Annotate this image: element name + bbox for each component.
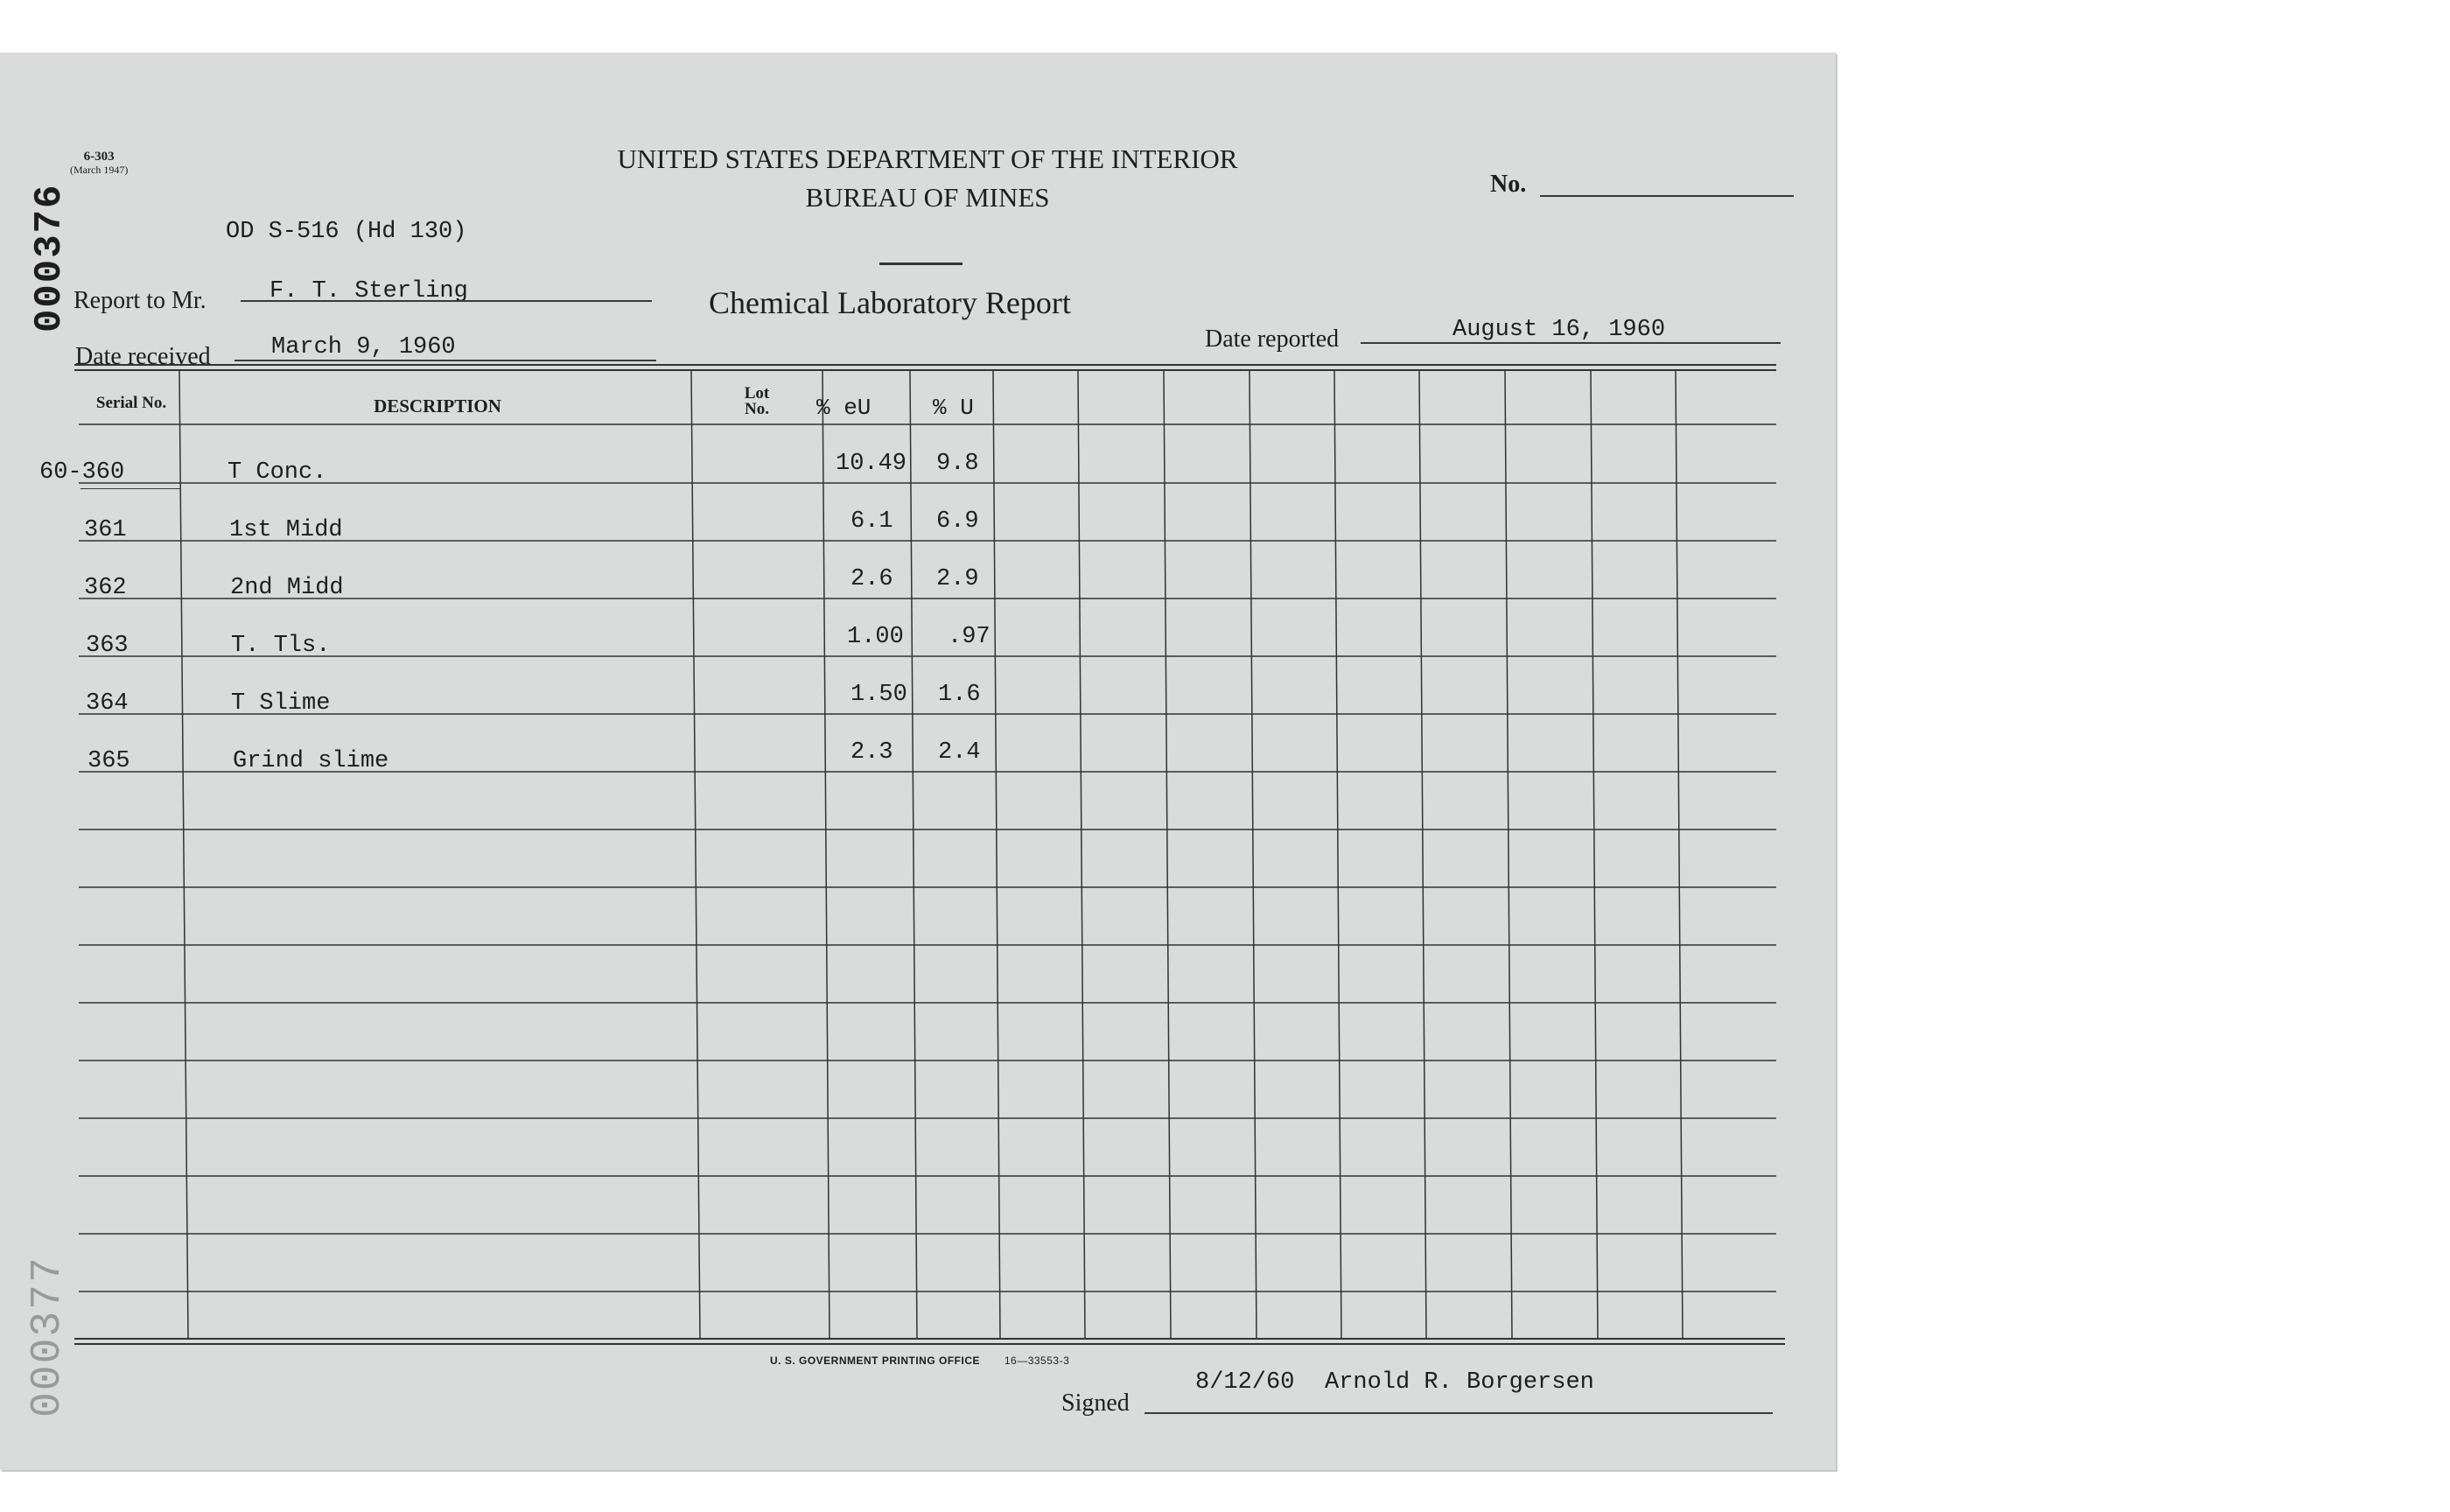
archive-stamp-top: 000376	[28, 183, 72, 332]
form-number-code: 6-303	[83, 150, 115, 164]
row-1-serial: 60-360	[39, 459, 125, 486]
printer-imprint	[770, 1354, 1069, 1367]
row-2-serial: 361	[84, 517, 127, 543]
row-lines	[79, 483, 1776, 1292]
row-5-u: 1.6	[938, 682, 981, 708]
reference-code: OD S-516 (Hd 130)	[226, 219, 467, 245]
agency-name: UNITED STATES DEPARTMENT OF THE INTERIOR	[617, 144, 1238, 174]
printer-code: 16—33553-3	[1004, 1354, 1070, 1367]
row-1-description: T Conc.	[228, 459, 327, 486]
header-eu: % eU	[816, 395, 872, 421]
report-to-value: F. T. Sterling	[270, 278, 468, 304]
header-serial: Serial No.	[95, 394, 167, 412]
form-number-date: (March 1947)	[70, 164, 129, 176]
signed-name: Arnold R. Borgersen	[1325, 1369, 1594, 1396]
number-label: No.	[1490, 171, 1527, 198]
report-sheet	[0, 52, 1836, 1470]
row-5-serial: 364	[86, 690, 129, 717]
date-reported-label: Date reported	[1205, 326, 1340, 353]
row-4-serial: 363	[86, 633, 129, 659]
bureau-name: BUREAU OF MINES	[805, 182, 1050, 213]
printer-imprint-text: U. S. GOVERNMENT PRINTING OFFICE	[770, 1354, 981, 1367]
header-description: DESCRIPTION	[374, 396, 501, 416]
date-received-value: March 9, 1960	[271, 334, 456, 360]
row-1-eu: 10.49	[836, 451, 907, 477]
header-u: % U	[933, 395, 974, 421]
signed-date: 8/12/60	[1195, 1369, 1295, 1396]
row-6-serial: 365	[88, 748, 130, 774]
row-3-description: 2nd Midd	[230, 575, 344, 601]
report-title: Chemical Laboratory Report	[709, 285, 1071, 320]
column-lines	[179, 370, 1683, 1339]
row-4-u: .97	[948, 624, 990, 650]
archive-stamp-bottom: 000377	[24, 1256, 72, 1418]
row-5-description: T Slime	[231, 690, 331, 717]
report-to-label: Report to Mr.	[74, 287, 206, 314]
row-4-eu: 1.00	[847, 624, 904, 650]
row-2-u: 6.9	[936, 508, 979, 535]
signed-label: Signed	[1061, 1390, 1130, 1417]
header-lot: Lot No.	[744, 384, 770, 418]
row-3-serial: 362	[84, 575, 127, 601]
row-1-u: 9.8	[936, 451, 979, 477]
row-6-eu: 2.3	[850, 739, 893, 766]
row-3-eu: 2.6	[850, 566, 893, 592]
row-1-serial-underline	[80, 488, 181, 489]
date-reported-value: August 16, 1960	[1452, 317, 1666, 343]
row-3-u: 2.9	[936, 566, 979, 592]
row-6-description: Grind slime	[233, 748, 389, 774]
row-2-eu: 6.1	[850, 508, 893, 535]
row-4-description: T. Tls.	[231, 633, 331, 659]
row-6-u: 2.4	[938, 739, 981, 766]
row-5-eu: 1.50	[850, 682, 907, 708]
row-2-description: 1st Midd	[229, 517, 343, 543]
date-received-label: Date received	[75, 343, 211, 370]
signature-line	[1144, 1412, 1773, 1414]
